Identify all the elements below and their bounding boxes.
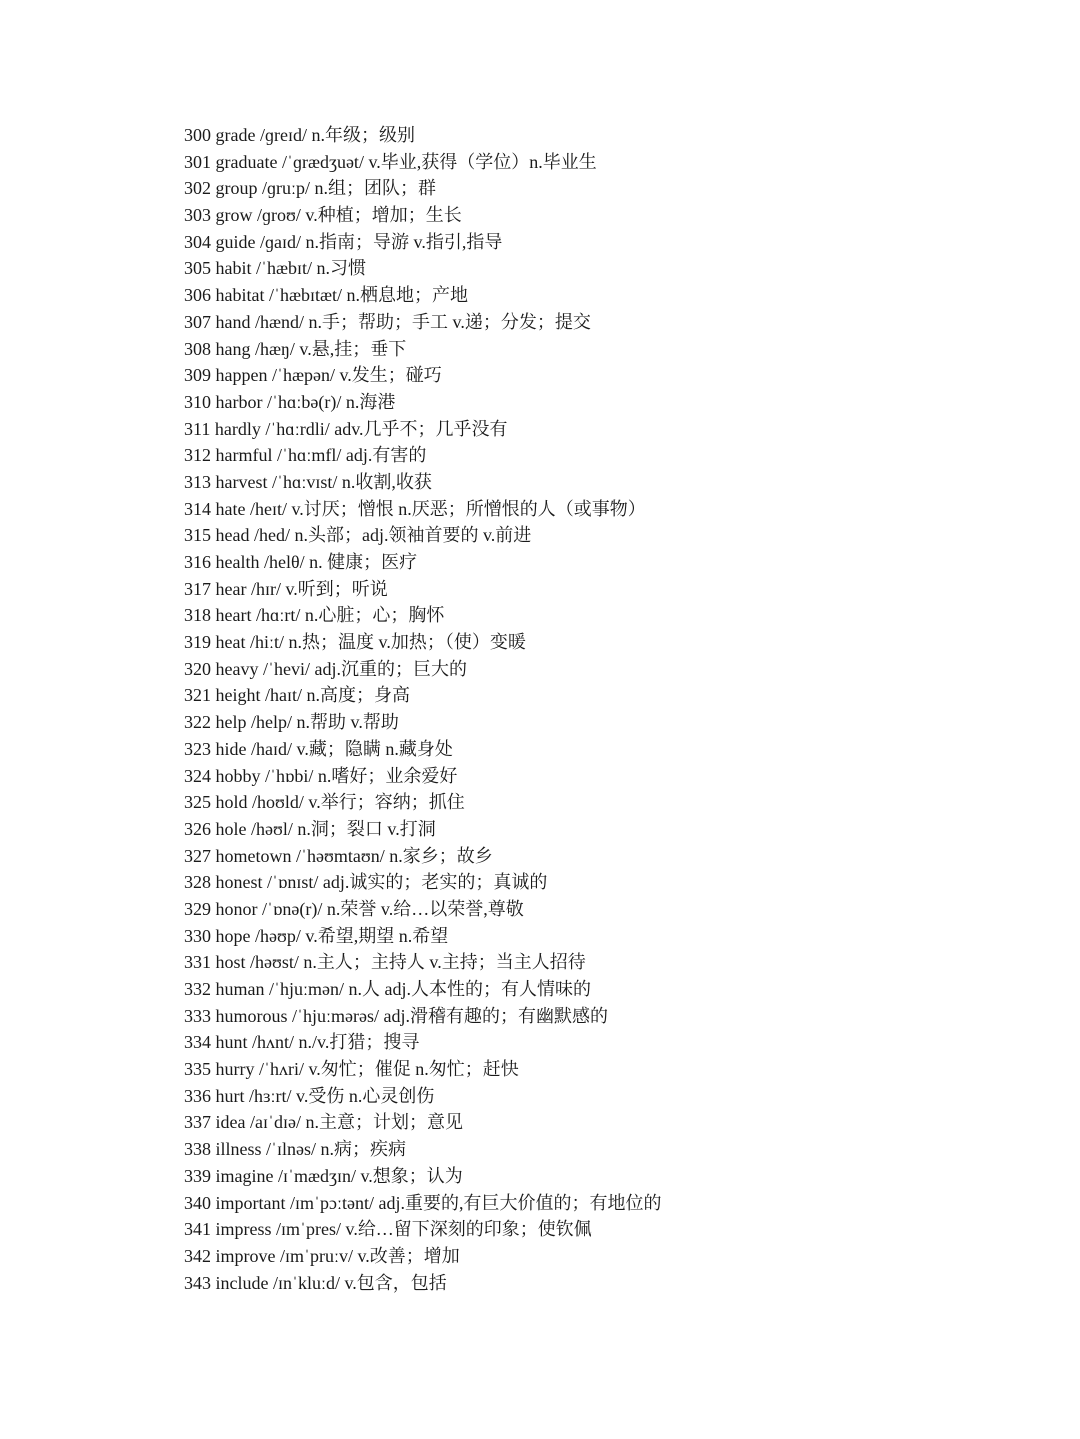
vocabulary-entry: 322 help /help/ n.帮助 v.帮助	[184, 712, 399, 733]
vocabulary-entry: 324 hobby /ˈhɒbi/ n.嗜好；业余爱好	[184, 765, 458, 786]
vocabulary-entry: 312 harmful /ˈhɑːmfl/ adj.有害的	[184, 445, 427, 466]
vocabulary-entry: 316 health /helθ/ n. 健康；医疗	[184, 552, 418, 572]
vocabulary-entry: 341 impress /ɪmˈpres/ v.给…留下深刻的印象；使钦佩	[184, 1219, 592, 1240]
vocabulary-entry: 342 improve /ɪmˈpruːv/ v.改善；增加	[184, 1245, 460, 1266]
vocabulary-entry: 328 honest /ˈɒnɪst/ adj.诚实的；老实的；真诚的	[184, 872, 548, 893]
vocabulary-entry: 343 include /ɪnˈkluːd/ v.包含，包括	[184, 1272, 447, 1293]
vocabulary-entry: 304 guide /ɡaɪd/ n.指南；导游 v.指引,指导	[184, 231, 503, 252]
vocabulary-entry: 320 heavy /ˈhevi/ adj.沉重的；巨大的	[184, 658, 467, 679]
vocabulary-entry: 325 hold /hoʊld/ v.举行；容纳；抓住	[184, 792, 465, 813]
vocabulary-entry: 313 harvest /ˈhɑːvɪst/ n.收割,收获	[184, 471, 432, 492]
vocabulary-entry: 303 grow /ɡroʊ/ v.种植；增加；生长	[184, 205, 462, 226]
vocabulary-entry: 333 humorous /ˈhjuːmərəs/ adj.滑稽有趣的；有幽默感的	[184, 1005, 608, 1026]
vocabulary-entry: 329 honor /ˈɒnə(r)/ n.荣誉 v.给…以荣誉,尊敬	[184, 898, 524, 919]
vocabulary-entry: 337 idea /aɪˈdɪə/ n.主意；计划；意见	[184, 1112, 463, 1133]
vocabulary-entry: 335 hurry /ˈhʌri/ v.匆忙；催促 n.匆忙；赶快	[184, 1059, 519, 1080]
vocabulary-entry: 306 habitat /ˈhæbɪtæt/ n.栖息地；产地	[184, 285, 468, 306]
vocabulary-entry: 318 heart /hɑːrt/ n.心脏；心；胸怀	[184, 605, 445, 626]
vocabulary-entry: 339 imagine /ɪˈmædʒɪn/ v.想象；认为	[184, 1165, 463, 1186]
vocabulary-entry: 317 hear /hɪr/ v.听到；听说	[184, 578, 388, 599]
vocabulary-entry: 332 human /ˈhjuːmən/ n.人 adj.人本性的；有人情味的	[184, 979, 591, 999]
vocabulary-entry: 307 hand /hænd/ n.手；帮助；手工 v.递；分发；提交	[184, 311, 591, 332]
vocabulary-entry: 301 graduate /ˈɡrædʒuət/ v.毕业,获得（学位）n.毕业生	[184, 151, 597, 172]
vocabulary-entry: 308 hang /hæŋ/ v.悬,挂；垂下	[184, 338, 407, 359]
vocabulary-entry: 336 hurt /hɜːrt/ v.受伤 n.心灵创伤	[184, 1085, 435, 1106]
vocabulary-entry: 319 heat /hiːt/ n.热；温度 v.加热；（使）变暖	[184, 632, 526, 653]
vocabulary-entry: 305 habit /ˈhæbɪt/ n.习惯	[184, 258, 366, 279]
vocabulary-entry: 338 illness /ˈɪlnəs/ n.病；疾病	[184, 1139, 406, 1160]
vocabulary-entry: 323 hide /haɪd/ v.藏；隐瞒 n.藏身处	[184, 738, 453, 759]
vocabulary-entry: 331 host /həʊst/ n.主人；主持人 v.主持；当主人招待	[184, 952, 586, 973]
vocabulary-entry: 327 hometown /ˈhəʊmtaʊn/ n.家乡；故乡	[184, 845, 493, 866]
vocabulary-entry: 310 harbor /ˈhɑːbə(r)/ n.海港	[184, 391, 396, 412]
vocabulary-entry: 300 grade /ɡreɪd/ n.年级；级别	[184, 125, 415, 145]
vocabulary-entry: 330 hope /həʊp/ v.希望,期望 n.希望	[184, 925, 449, 946]
vocabulary-entry: 340 important /ɪmˈpɔːtənt/ adj.重要的,有巨大价值的；有地位的	[184, 1192, 662, 1213]
vocabulary-entry: 309 happen /ˈhæpən/ v.发生；碰巧	[184, 365, 442, 386]
vocabulary-entry: 311 hardly /ˈhɑːrdli/ adv.几乎不；几乎没有	[184, 418, 508, 439]
vocabulary-entry: 334 hunt /hʌnt/ n./v.打猎；搜寻	[184, 1032, 420, 1053]
vocabulary-entry: 314 hate /heɪt/ v.讨厌；憎恨 n.厌恶；所憎恨的人（或事物）	[184, 498, 646, 519]
vocabulary-entry: 326 hole /həʊl/ n.洞；裂口 v.打洞	[184, 818, 436, 839]
vocabulary-list	[184, 122, 661, 1296]
vocabulary-entry: 315 head /hed/ n.头部；adj.领袖首要的 v.前进	[184, 525, 532, 546]
vocabulary-entry: 302 group /ɡruːp/ n.组；团队；群	[184, 178, 436, 199]
vocabulary-entry: 321 height /haɪt/ n.高度；身高	[184, 685, 410, 706]
